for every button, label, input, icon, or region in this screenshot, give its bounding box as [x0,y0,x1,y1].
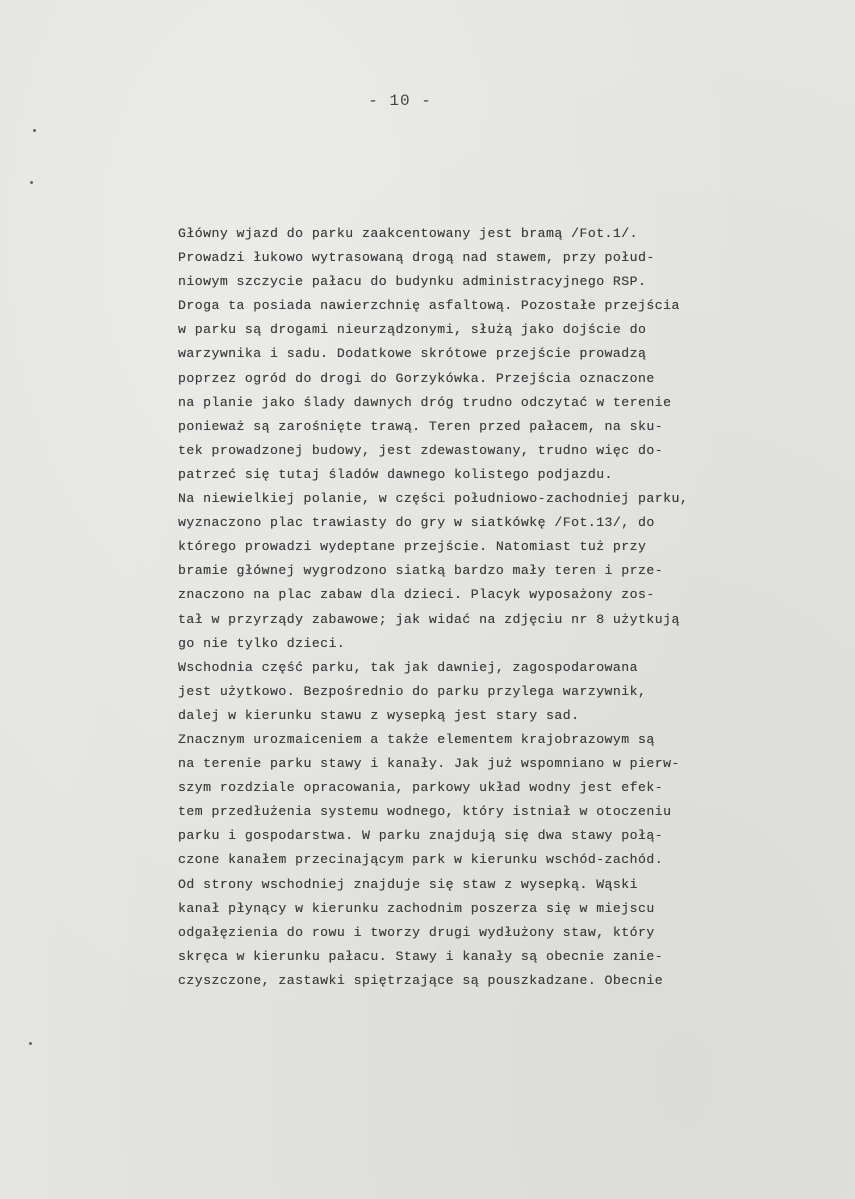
text-line: Prowadzi łukowo wytrasowaną drogą nad stawem, przy połud- [178,250,655,266]
text-line: jest użytkowo. Bezpośrednio do parku przylega warzywnik, [178,683,647,699]
text-line: szym rozdziale opracowania, parkowy układ wodny jest efek- [178,780,664,796]
text-line: czyszczone, zastawki spiętrzające są pouszkadzane. Obecnie [178,972,664,988]
text-line: kanał płynący w kierunku zachodnim poszerza się w miejscu [178,900,655,916]
text-line: na planie jako ślady dawnych dróg trudno odczytać w terenie [178,394,672,410]
text-line: patrzeć się tutaj śladów dawnego kolistego podjazdu. [178,466,613,482]
text-line: tał w przyrządy zabawowe; jak widać na zdjęciu nr 8 użytkują [178,611,680,627]
text-line: czone kanałem przecinającym park w kierunku wschód-zachód. [178,852,664,868]
text-line: Znacznym urozmaiceniem a także elementem krajobrazowym są [178,731,655,747]
text-line: bramie głównej wygrodzono siatką bardzo mały teren i prze- [178,563,664,579]
text-line: warzywnika i sadu. Dodatkowe skrótowe przejście prowadzą [178,346,647,362]
margin-mark [30,181,33,184]
text-line: którego prowadzi wydeptane przejście. Natomiast tuż przy [178,539,647,555]
text-line: znaczono na plac zabaw dla dzieci. Placyk wyposażony zos- [178,587,655,603]
text-line: Wschodnia część parku, tak jak dawniej, zagospodarowana [178,659,639,675]
text-line: tek prowadzonej budowy, jest zdewastowany, trudno więc do- [178,442,664,458]
text-line: Na niewielkiej polanie, w części południowo-zachodniej parku, [178,491,689,507]
page-number: - 10 - [368,92,432,110]
text-line: dalej w kierunku stawu z wysepką jest stary sad. [178,707,580,723]
text-line: na terenie parku stawy i kanały. Jak już wspomniano w pierw- [178,756,680,772]
margin-mark [33,129,36,132]
text-line: tem przedłużenia systemu wodnego, który istniał w otoczeniu [178,804,672,820]
body-text [178,222,828,993]
text-line: poprzez ogród do drogi do Gorzykówka. Przejścia oznaczone [178,370,655,386]
text-line: Droga ta posiada nawierzchnię asfaltową. Pozostałe przejścia [178,298,680,314]
margin-mark [29,1042,32,1045]
text-line: go nie tylko dzieci. [178,635,346,651]
text-line: niowym szczycie pałacu do budynku administracyjnego RSP. [178,274,647,290]
text-line: Od strony wschodniej znajduje się staw z wysepką. Wąski [178,876,639,892]
text-line: parku i gospodarstwa. W parku znajdują się dwa stawy połą- [178,828,664,844]
text-line: Główny wjazd do parku zaakcentowany jest bramą /Fot.1/. [178,226,639,241]
text-line: ponieważ są zarośnięte trawą. Teren przed pałacem, na sku- [178,418,664,434]
text-line: w parku są drogami nieurządzonymi, służą jako dojście do [178,322,647,338]
text-line: wyznaczono plac trawiasty do gry w siatkówkę /Fot.13/, do [178,515,655,531]
text-line: odgałęzienia do rowu i tworzy drugi wydłużony staw, który [178,924,655,940]
text-line: skręca w kierunku pałacu. Stawy i kanały są obecnie zanie- [178,948,664,964]
